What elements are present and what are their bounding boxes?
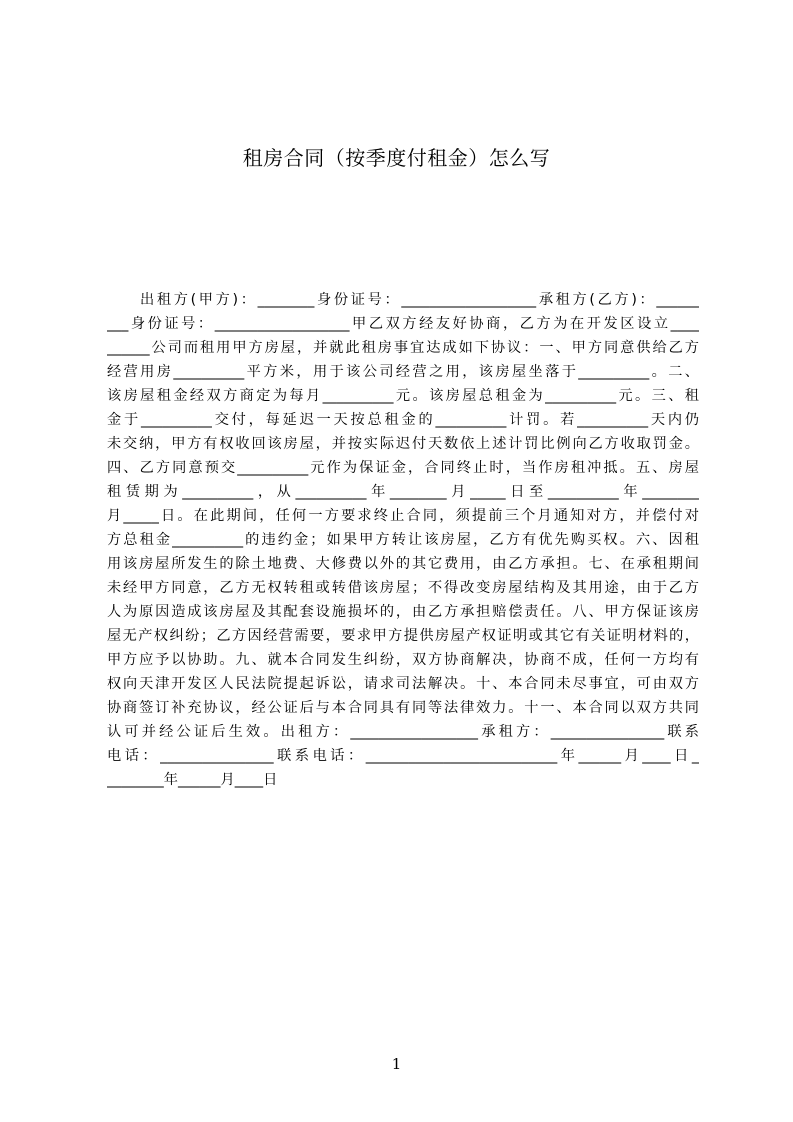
body-line: 经营用房__________平方米，用于该公司经营之用，该房屋坐落于__________。二、 bbox=[107, 364, 699, 380]
body-line: 电话：________________联系电话：___________________________年______月____日_ bbox=[107, 748, 699, 764]
body-line: ___身份证号：___________________甲乙双方经友好协商，乙方为在开发区设立____ bbox=[107, 316, 699, 332]
page-number: 1 bbox=[391, 1055, 402, 1073]
body-line: 金于__________交付，每延迟一天按总租金的__________计罚。若__________天内仍 bbox=[107, 412, 699, 428]
body-line: 权向天津开发区人民法院提起诉讼，请求司法解决。十、本合同未尽事宜，可由双方 bbox=[107, 676, 699, 692]
body-line: 协商签订补充协议，经公证后与本合同具有同等法律效力。十一、本合同以双方共同 bbox=[107, 700, 699, 716]
body-line: 甲方应予以协助。九、就本合同发生纠纷，双方协商解决，协商不成，任何一方均有 bbox=[107, 652, 699, 668]
body-line: ______公司而租用甲方房屋，并就此租房事宜达成如下协议：一、甲方同意供给乙方 bbox=[107, 340, 699, 356]
contract-body bbox=[107, 288, 699, 792]
body-line: ________年______月____日 bbox=[107, 772, 278, 788]
body-line: 方总租金__________的违约金；如果甲方转让该房屋，乙方有优先购买权。六、因租 bbox=[107, 532, 699, 548]
body-line: 人为原因造成该房屋及其配套设施损坏的，由乙方承担赔偿责任。八、甲方保证该房 bbox=[107, 604, 699, 620]
body-line: 未经甲方同意，乙方无权转租或转借该房屋；不得改变房屋结构及其用途，由于乙方 bbox=[107, 580, 699, 596]
body-line: 四、乙方同意预交__________元作为保证金，合同终止时，当作房租冲抵。五、房屋 bbox=[107, 460, 699, 476]
body-line: 屋无产权纠纷；乙方因经营需要，要求甲方提供房屋产权证明或其它有关证明材料的， bbox=[107, 628, 699, 644]
body-line: 未交纳，甲方有权收回该房屋，并按实际迟付天数依上述计罚比例向乙方收取罚金。 bbox=[107, 436, 699, 452]
document-title: 租房合同（按季度付租金）怎么写 bbox=[242, 146, 551, 170]
body-line: 出租方(甲方)：________身份证号：___________________承租方(乙方)：______ bbox=[140, 292, 699, 308]
body-line: 认可并经公证后生效。出租方：__________________承租方：________________联系 bbox=[107, 724, 699, 740]
body-line: 用该房屋所发生的除土地费、大修费以外的其它费用，由乙方承担。七、在承租期间 bbox=[107, 556, 699, 572]
body-line: 租赁期为__________，从__________年________月_____日至__________年________ bbox=[107, 484, 699, 500]
body-line: 月_____日。在此期间，任何一方要求终止合同，须提前三个月通知对方，并偿付对 bbox=[107, 508, 699, 524]
body-line: 该房屋租金经双方商定为每月__________元。该房屋总租金为__________元。三、租 bbox=[107, 388, 699, 404]
